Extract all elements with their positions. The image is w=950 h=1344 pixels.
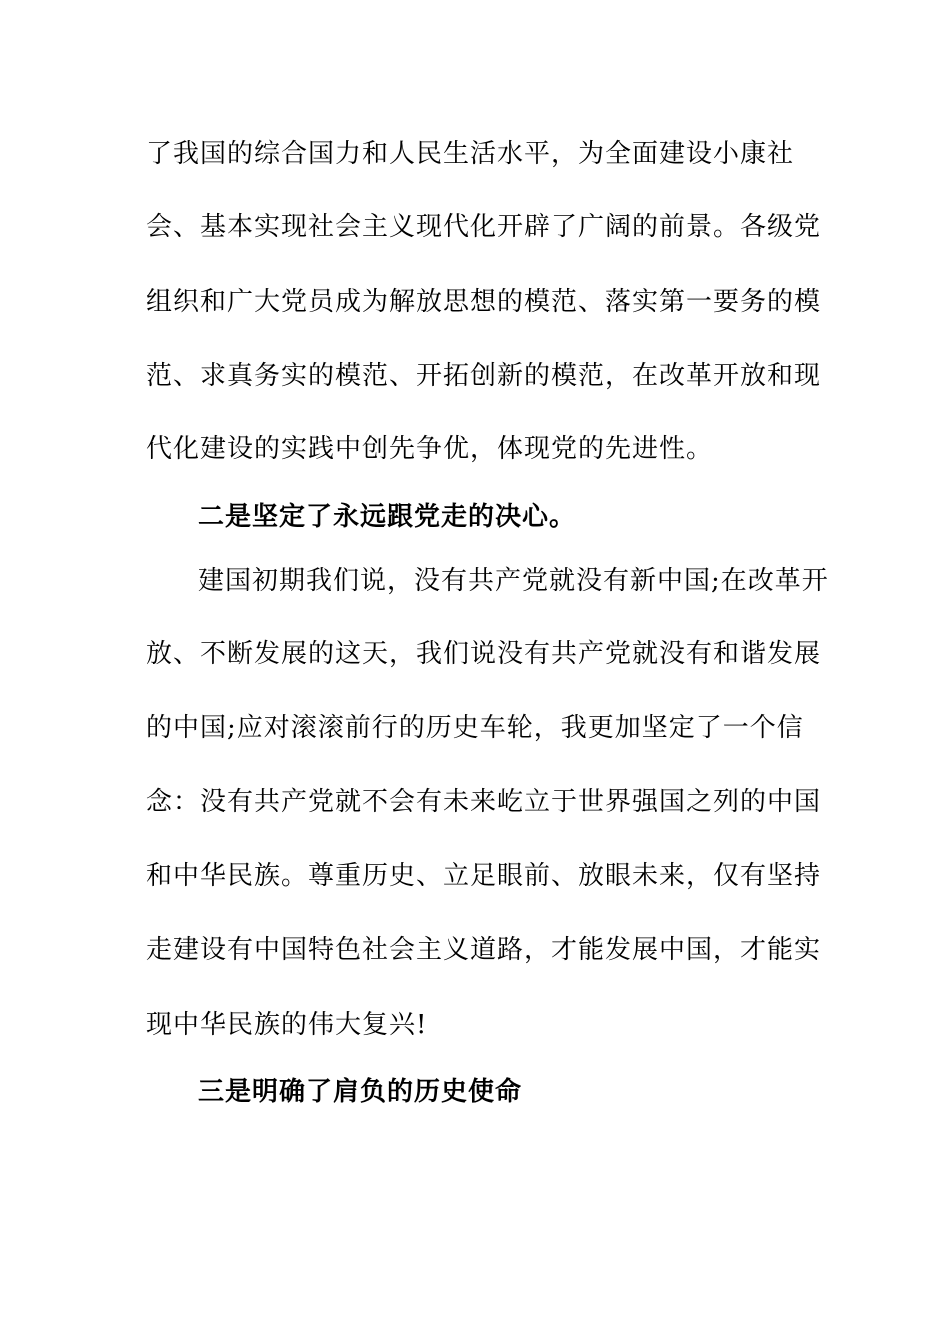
- paragraph-line: 会、基本实现社会主义现代化开辟了广阔的前景。各级党: [146, 212, 822, 242]
- section-heading: 二是坚定了永远跟党走的决心。: [198, 502, 577, 532]
- paragraph-line: 走建设有中国特色社会主义道路，才能发展中国，才能实: [146, 935, 822, 965]
- paragraph-line: 代化建设的实践中创先争优，体现党的先进性。: [146, 434, 714, 464]
- paragraph-line: 念：没有共产党就不会有未来屹立于世界强国之列的中国: [146, 787, 822, 817]
- paragraph-line: 组织和广大党员成为解放思想的模范、落实第一要务的模: [146, 287, 822, 317]
- paragraph-line: 了我国的综合国力和人民生活水平，为全面建设小康社: [146, 139, 795, 169]
- paragraph-line: 现中华民族的伟大复兴!: [146, 1010, 428, 1040]
- paragraph-line: 的中国;应对滚滚前行的历史车轮，我更加坚定了一个信: [146, 713, 804, 743]
- paragraph-line: 放、不断发展的这天，我们说没有共产党就没有和谐发展: [146, 639, 822, 669]
- section-heading: 三是明确了肩负的历史使命: [198, 1077, 523, 1107]
- paragraph-line: 建国初期我们说，没有共产党就没有新中国;在改革开: [198, 566, 829, 596]
- paragraph-line: 范、求真务实的模范、开拓创新的模范，在改革开放和现: [146, 361, 822, 391]
- paragraph-line: 和中华民族。尊重历史、立足眼前、放眼未来，仅有坚持: [146, 861, 822, 891]
